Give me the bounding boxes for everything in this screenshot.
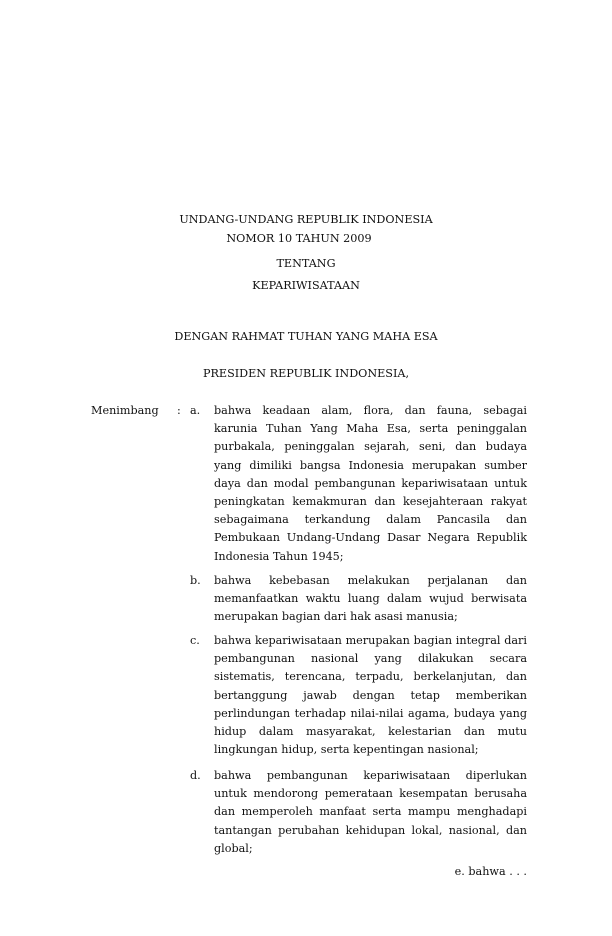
considering-colon: :	[177, 404, 181, 417]
item-letter-a: a.	[190, 404, 201, 417]
item-text-b: bahwa kebebasan melakukan perjalanan dan memanfaatkan waktu luang dalam wujud berwisata merupakan bagian dari hak asasi manusia;	[214, 574, 527, 624]
item-letter-b: b.	[190, 574, 201, 587]
preamble-text: DENGAN RAHMAT TUHAN YANG MAHA ESA	[174, 330, 438, 343]
subject-heading: KEPARIWISATAAN	[252, 279, 360, 292]
item-text-c: bahwa kepariwisataan merupakan bagian integral dari pembangunan nasional yang dilakukan secara sistematis, terencana, terpadu, berkelanjutan, dan bertanggung jawab dengan tetap memberikan perlindungan terhadap nilai-nilai agama, budaya yang hidup dalam masyarakat, kelestarian dan mutu lingkungan hidup, serta kepentingan nasional;	[214, 634, 527, 757]
law-number: NOMOR 10 TAHUN 2009	[226, 232, 372, 245]
considering-label: Menimbang	[91, 404, 159, 417]
item-text-d: bahwa pembangunan kepariwisataan diperlukan untuk mendorong pemerataan kesempatan berusaha dan memperoleh manfaat serta mampu menghadapi tantangan perubahan kehidupan lokal, nasional, dan global;	[214, 769, 527, 855]
item-letter-d: d.	[190, 769, 201, 782]
page-continuation: e. bahwa . . .	[454, 865, 527, 878]
item-letter-c: c.	[190, 634, 200, 647]
about-heading: TENTANG	[276, 257, 336, 270]
law-title: UNDANG-UNDANG REPUBLIK INDONESIA	[179, 213, 433, 226]
president-heading: PRESIDEN REPUBLIK INDONESIA,	[202, 367, 410, 380]
item-text-a: bahwa keadaan alam, flora, dan fauna, sebagai karunia Tuhan Yang Maha Esa, serta peninggalan purbakala, peninggalan sejarah, seni, dan budaya yang dimiliki bangsa Indonesia merupakan sumber daya dan modal pembangunan kepariwisataan untuk peningkatan kemakmuran dan kesejahteraan rakyat sebagaimana terkandung dalam Pancasila dan Pembukaan Undang-Undang Dasar Negara Republik Indonesia Tahun 1945;	[214, 404, 527, 563]
